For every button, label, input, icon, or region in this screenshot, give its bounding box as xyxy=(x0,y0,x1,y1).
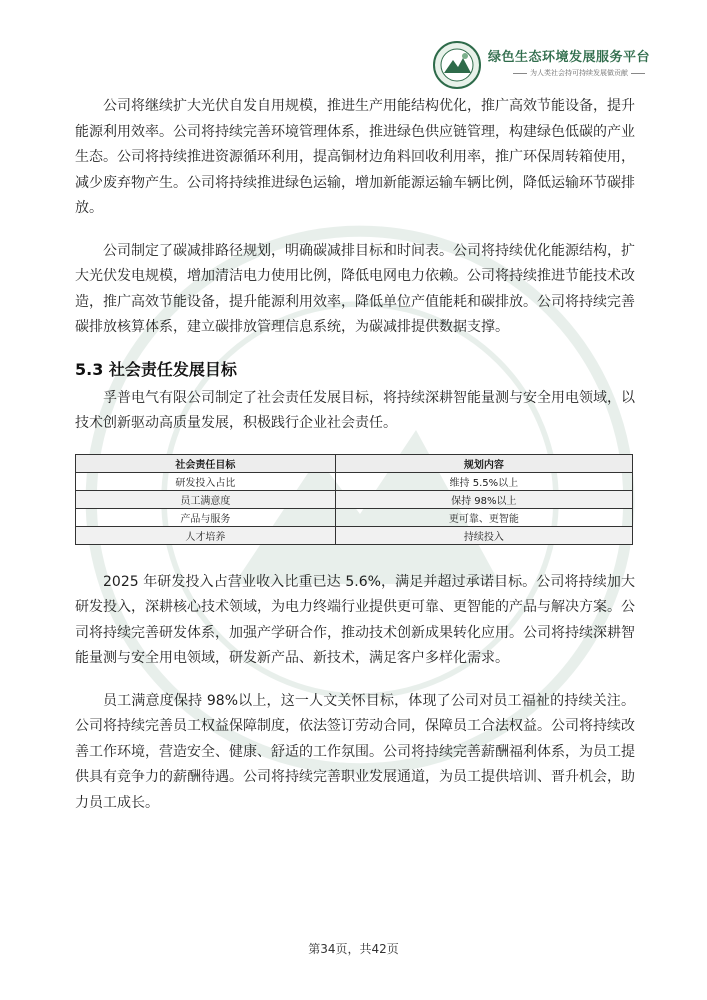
table-row xyxy=(76,472,633,490)
table-header-cell: 社会责任目标 xyxy=(76,454,336,472)
table-cell: 更可靠、更智能 xyxy=(335,508,632,526)
page-header xyxy=(432,36,682,96)
table-cell: 保持 98%以上 xyxy=(335,490,632,508)
platform-slogan: 为人类社会持可持续发展做贡献 xyxy=(486,68,672,78)
table-cell: 研发投入占比 xyxy=(76,472,336,490)
table-header-row xyxy=(76,454,633,472)
paragraph: 2025 年研发投入占营业收入比重已达 5.6%，满足并超过承诺目标。公司将持续加大研发投入，深耕核心技术领域，为电力终端行业提供更可靠、更智能的产品与解决方案。公司将持续完善研发体系，加强产学研合作，推动技术创新成果转化应用。公司将持续深耕智能量测与安全用电领域，研发新产品、新技术，满足客户多样化需求。 xyxy=(75,573,635,666)
table-cell: 持续投入 xyxy=(335,526,632,544)
page-content xyxy=(75,94,635,833)
table-cell: 维持 5.5%以上 xyxy=(335,472,632,490)
page-number: 第34页，共42页 xyxy=(308,942,399,956)
table-cell: 产品与服务 xyxy=(76,508,336,526)
section-intro: 孚普电气有限公司制定了社会责任发展目标，将持续深耕智能量测与安全用电领域，以技术创新驱动高质量发展，积极践行企业社会责任。 xyxy=(75,389,635,431)
section-heading: 5.3 社会责任发展目标 xyxy=(75,359,237,379)
table-header-cell: 规划内容 xyxy=(335,454,632,472)
table-cell: 员工满意度 xyxy=(76,490,336,508)
paragraph: 公司将继续扩大光伏自发自用规模，推进生产用能结构优化，推广高效节能设备，提升能源利用效率。公司将持续完善环境管理体系，推进绿色供应链管理，构建绿色低碳的产业生态。公司将持续推进资源循环利用，提高铜材边角料回收利用率，推广环保周转箱使用，减少废弃物产生。公司将持续推进绿色运输，增加新能源运输车辆比例，降低运输环节碳排放。 xyxy=(75,98,635,216)
table-cell: 人才培养 xyxy=(76,526,336,544)
responsibility-goals-table xyxy=(75,454,633,545)
platform-logo xyxy=(432,40,482,90)
table-row xyxy=(76,526,633,544)
paragraph: 员工满意度保持 98%以上，这一人文关怀目标，体现了公司对员工福祉的持续关注。公司将持续完善员工权益保障制度，依法签订劳动合同，保障员工合法权益。公司将持续改善工作环境，营造安全、健康、舒适的工作氛围。公司将持续完善薪酬福利体系，为员工提供具有竞争力的薪酬待遇。公司将持续完善职业发展通道，为员工提供培训、晋升机会，助力员工成长。 xyxy=(75,692,635,811)
paragraph: 公司制定了碳减排路径规划，明确碳减排目标和时间表。公司将持续优化能源结构，扩大光伏发电规模，增加清洁电力使用比例，降低电网电力依赖。公司将持续推进节能技术改造，推广高效节能设备，提升能源利用效率，降低单位产值能耗和碳排放。公司将持续完善碳排放核算体系，建立碳排放管理信息系统，为碳减排提供数据支撑。 xyxy=(75,242,635,335)
platform-title: 绿色生态环境发展服务平台 xyxy=(488,50,651,65)
table-row xyxy=(76,490,633,508)
table-row xyxy=(76,508,633,526)
